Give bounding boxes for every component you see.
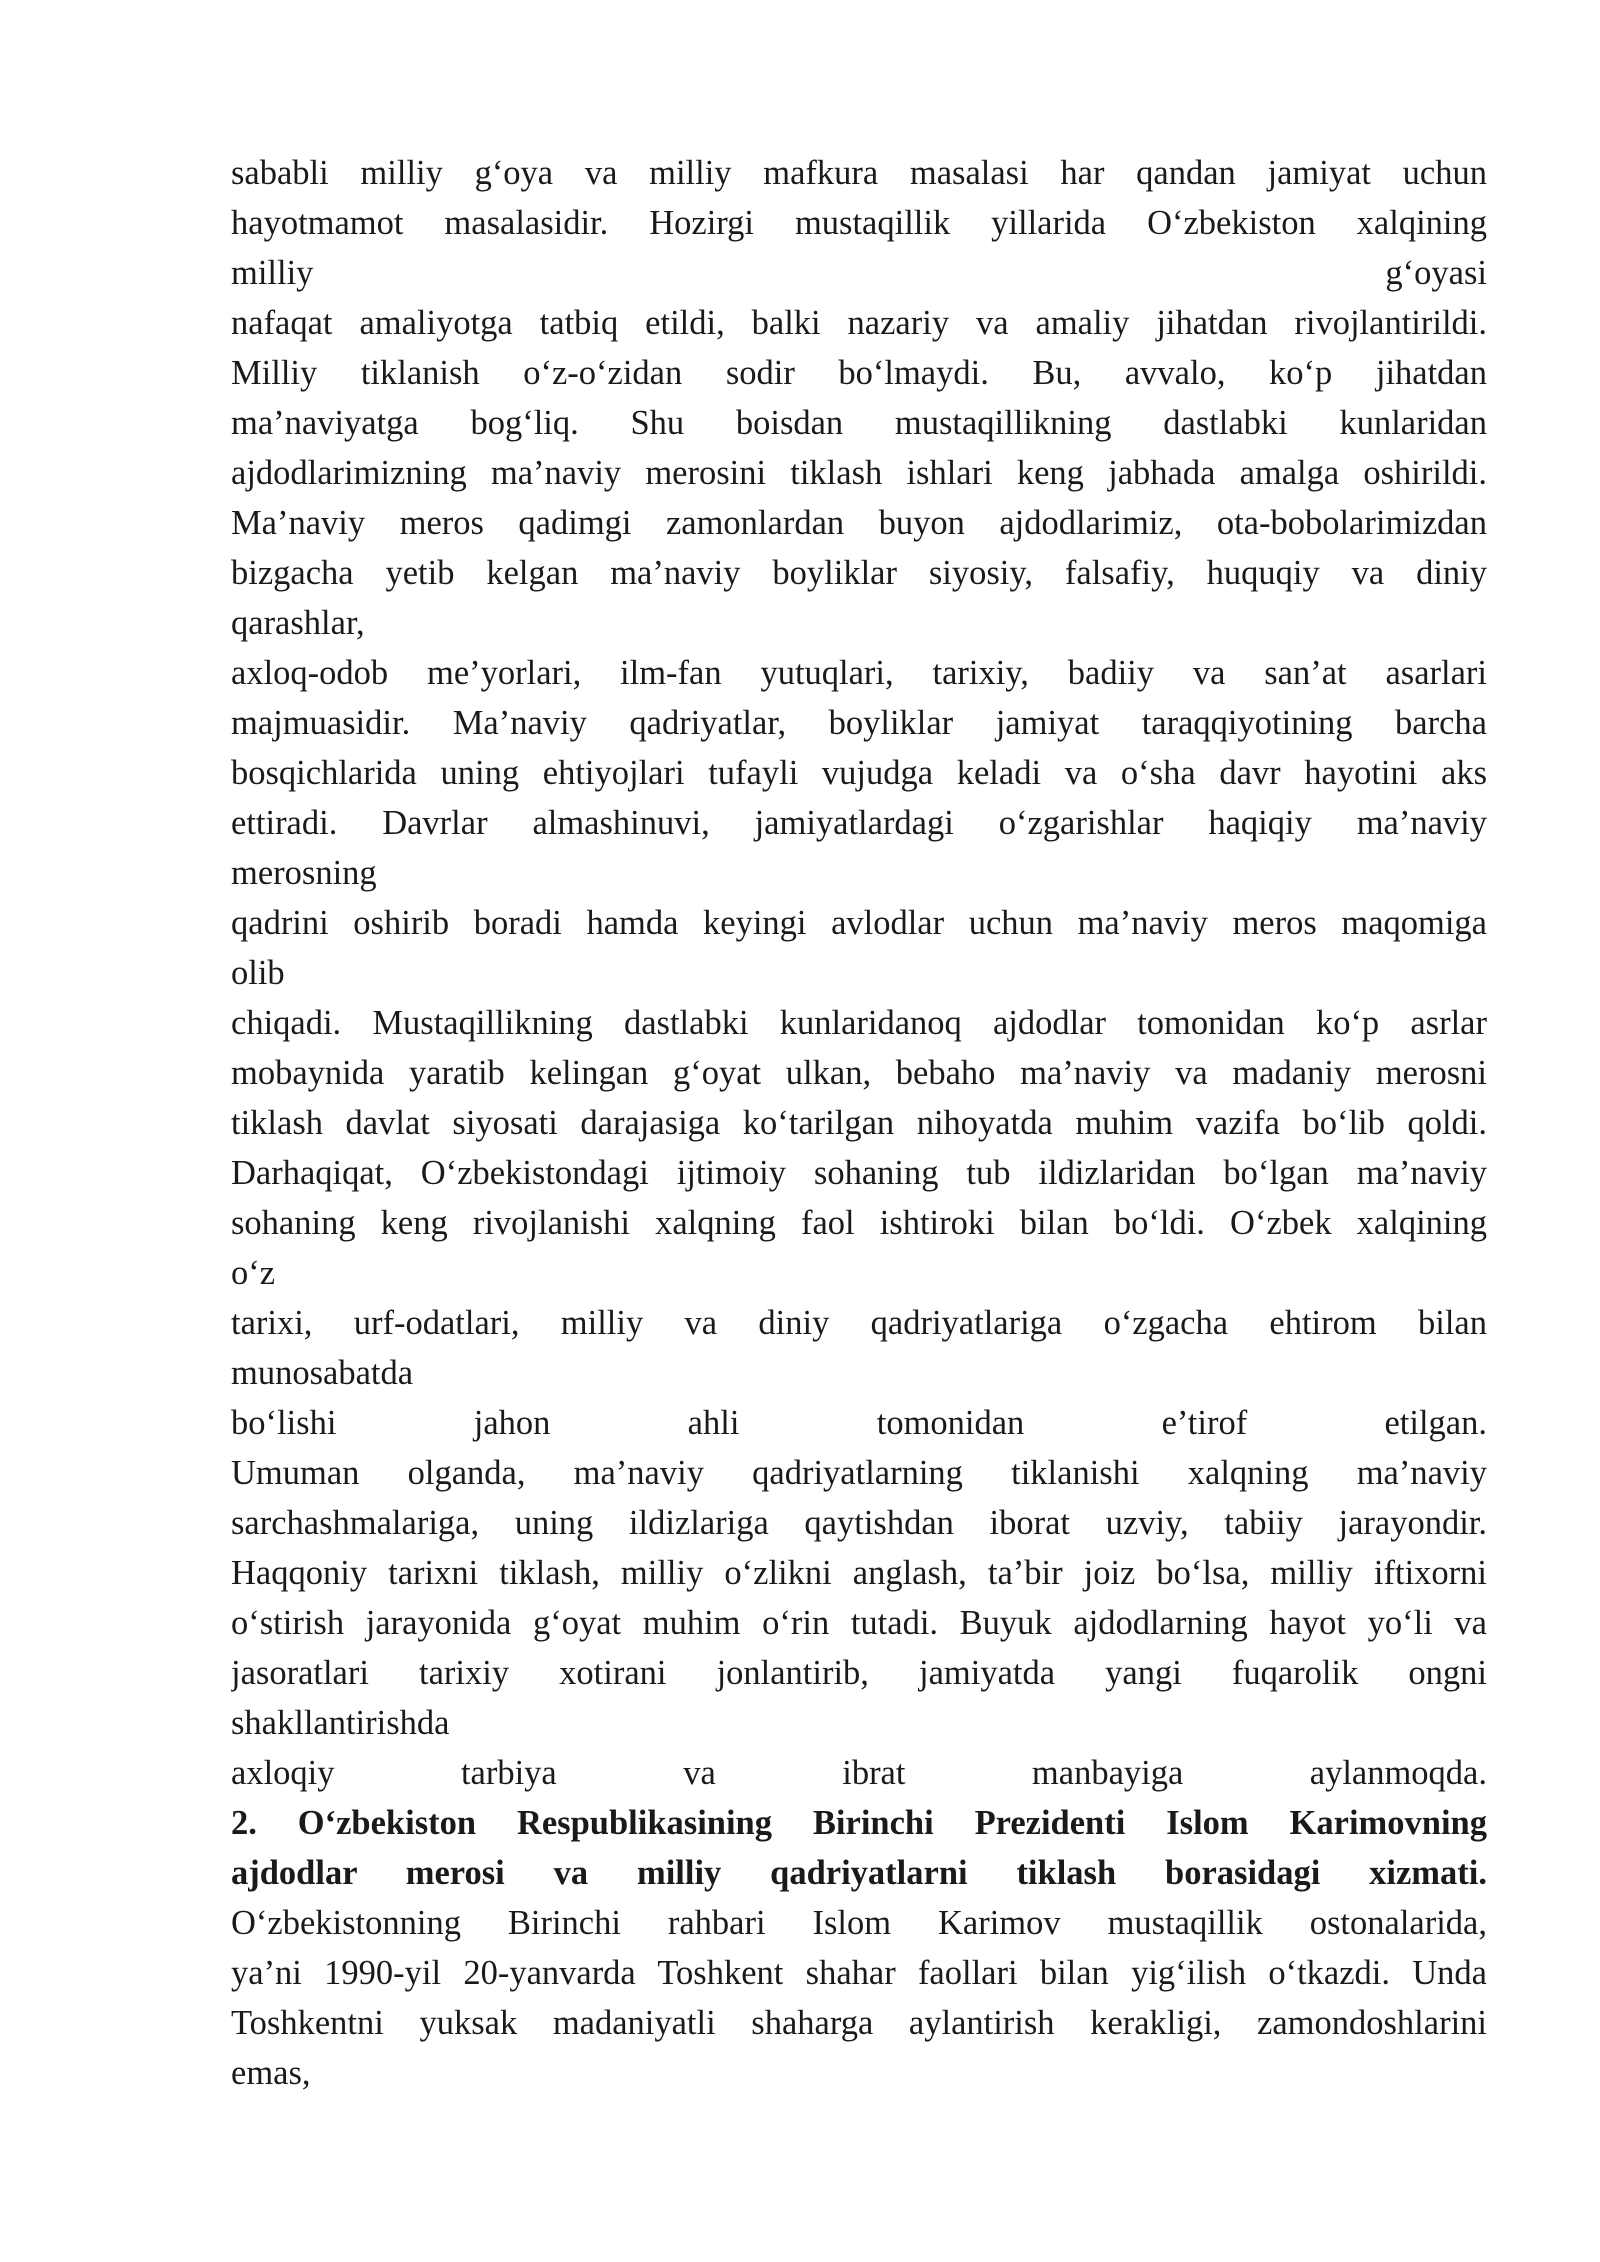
paragraph-line: tiklash davlat siyosati darajasiga ko‘tarilgan nihoyatda muhim vazifa bo‘lib qoldi. — [231, 1104, 1487, 1142]
paragraph-line: munosabatda — [231, 1354, 414, 1392]
paragraph-line: olib — [231, 954, 285, 992]
paragraph-line: nafaqat amaliyotga tatbiq etildi, balki nazariy va amaliy jihatdan rivojlantirildi. — [231, 304, 1487, 342]
paragraph-line: ma’naviyatga bog‘liq. Shu boisdan mustaqillikning dastlabki kunlaridan — [231, 404, 1487, 442]
paragraph-line: ajdodlarimizning ma’naviy merosini tiklash ishlari keng jabhada amalga oshirildi. — [231, 454, 1487, 492]
section-heading-line: ajdodlar merosi va milliy qadriyatlarni tiklash borasidagi xizmati. — [231, 1854, 1487, 1892]
paragraph-line: Umuman olganda, ma’naviy qadriyatlarning tiklanishi xalqning ma’naviy — [231, 1454, 1487, 1492]
section-heading-line: 2. O‘zbekiston Respublikasining Birinchi Prezidenti Islom Karimovning — [231, 1804, 1487, 1842]
paragraph-line: O‘zbekistonning Birinchi rahbari Islom Karimov mustaqillik ostonalarida, — [231, 1904, 1487, 1942]
paragraph-line: o‘stirish jarayonida g‘oyat muhim o‘rin tutadi. Buyuk ajdodlarning hayot yo‘li va — [231, 1604, 1487, 1642]
paragraph-line: Toshkentni yuksak madaniyatli shaharga aylantirish kerakligi, zamondoshlarini — [231, 2004, 1487, 2042]
paragraph-line: emas, — [231, 2054, 311, 2092]
paragraph-line: ettiradi. Davrlar almashinuvi, jamiyatlardagi o‘zgarishlar haqiqiy ma’naviy — [231, 804, 1487, 842]
paragraph-line: bosqichlarida uning ehtiyojlari tufayli vujudga keladi va o‘sha davr hayotini aks — [231, 754, 1487, 792]
paragraph-line: jasoratlari tarixiy xotirani jonlantirib, jamiyatda yangi fuqarolik ongni — [231, 1654, 1487, 1692]
paragraph-line: bizgacha yetib kelgan ma’naviy boyliklar siyosiy, falsafiy, huquqiy va diniy — [231, 554, 1487, 592]
paragraph-line: chiqadi. Mustaqillikning dastlabki kunlaridanoq ajdodlar tomonidan ko‘p asrlar — [231, 1004, 1487, 1042]
paragraph-line: tarixi, urf-odatlari, milliy va diniy qadriyatlariga o‘zgacha ehtirom bilan — [231, 1304, 1487, 1342]
paragraph-line: shakllantirishda — [231, 1704, 450, 1742]
paragraph-line: sarchashmalariga, uning ildizlariga qaytishdan iborat uzviy, tabiiy jarayondir. — [231, 1504, 1487, 1542]
paragraph-line: majmuasidir. Ma’naviy qadriyatlar, boyliklar jamiyat taraqqiyotining barcha — [231, 704, 1487, 742]
paragraph-line: milliy g‘oyasi — [231, 254, 1487, 292]
paragraph-line: axloqiy tarbiya va ibrat manbayiga aylanmoqda. — [231, 1754, 1487, 1792]
paragraph-line: Ma’naviy meros qadimgi zamonlardan buyon ajdodlarimiz, ota-bobolarimizdan — [231, 504, 1487, 542]
paragraph-line: Milliy tiklanish o‘z-o‘zidan sodir bo‘lmaydi. Bu, avvalo, ko‘p jihatdan — [231, 354, 1487, 392]
paragraph-line: Haqqoniy tarixni tiklash, milliy o‘zlikni anglash, ta’bir joiz bo‘lsa, milliy iftixorni — [231, 1554, 1487, 1592]
paragraph-line: axloq-odob me’yorlari, ilm-fan yutuqlari, tarixiy, badiiy va san’at asarlari — [231, 654, 1487, 692]
document-page — [231, 148, 1487, 2098]
paragraph-line: Darhaqiqat, O‘zbekistondagi ijtimoiy sohaning tub ildizlaridan bo‘lgan ma’naviy — [231, 1154, 1487, 1192]
paragraph-line: sababli milliy g‘oya va milliy mafkura masalasi har qandan jamiyat uchun — [231, 154, 1487, 192]
paragraph-line: qarashlar, — [231, 604, 365, 642]
paragraph-line: bo‘lishi jahon ahli tomonidan e’tirof etilgan. — [231, 1404, 1487, 1442]
paragraph-line: ya’ni 1990-yil 20-yanvarda Toshkent shahar faollari bilan yig‘ilish o‘tkazdi. Unda — [231, 1954, 1487, 1992]
paragraph-line: o‘z — [231, 1254, 276, 1292]
paragraph-line: qadrini oshirib boradi hamda keyingi avlodlar uchun ma’naviy meros maqomiga — [231, 904, 1487, 942]
paragraph-line: merosning — [231, 854, 377, 892]
paragraph-line: mobaynida yaratib kelingan g‘oyat ulkan, bebaho ma’naviy va madaniy merosni — [231, 1054, 1487, 1092]
paragraph-line: hayotmamot masalasidir. Hozirgi mustaqillik yillarida O‘zbekiston xalqining — [231, 204, 1487, 242]
paragraph-line: sohaning keng rivojlanishi xalqning faol ishtiroki bilan bo‘ldi. O‘zbek xalqining — [231, 1204, 1487, 1242]
